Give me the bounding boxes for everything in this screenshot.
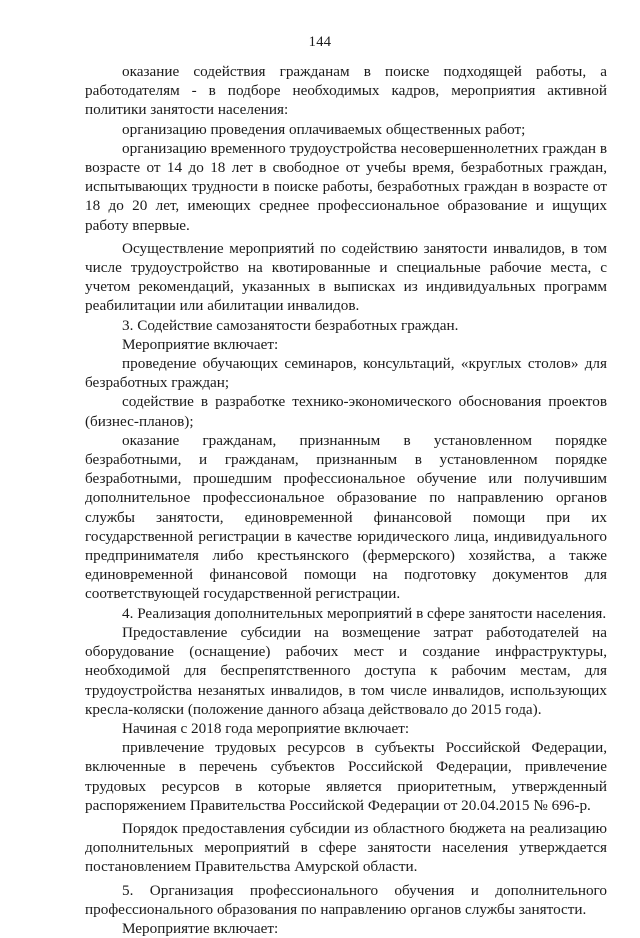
paragraph-paid-public-works: организацию проведения оплачиваемых общественных работ;: [122, 120, 526, 138]
paragraph-disabled-employment: Осуществление мероприятий по содействию занятости инвалидов, в том числе трудоустройство на квотированные и специальные рабочие места, с учетом рекомендаций, указанных в выписках из индивидуальных программ реабилитации или абилитации инвалидов.: [85, 239, 607, 315]
paragraph-employment-assistance: оказание содействия гражданам в поиске подходящей работы, а работодателям - в подборе необходимых кадров, мероприятия активной политики занятости населения:: [85, 63, 607, 119]
paragraph-measure-includes-1: Мероприятие включает:: [122, 335, 279, 353]
paragraph-labor-resources: привлечение трудовых ресурсов в субъекты Российской Федерации, включенные в перечень субъектов Российской Федерации, привлечение трудовых ресурсов в которые является приоритетным, утвержденный распоряжением Правительства Российской Федерации от 20.04.2015 № 696-р.: [85, 739, 607, 814]
heading-professional-training: 5. Организация профессионального обучения и дополнительного профессионального образования по направлению органов службы занятости.: [85, 881, 607, 918]
paragraph-subsidy-procedure: Порядок предоставления субсидии из областного бюджета на реализацию дополнительных мероприятий в сфере занятости населения утверждается постановлением Правительства Амурской области.: [85, 819, 607, 876]
heading-self-employment: 3. Содействие самозанятости безработных граждан.: [122, 316, 459, 334]
paragraph-temporary-employment: организацию временного трудоустройства несовершеннолетних граждан в возрасте от 14 до 18 лет в свободное от учебы время, безработных граждан, испытывающих трудности в поиске работы, безработных граждан в возрасте от 18 до 20 лет, имеющих среднее профессиональное образование и ищущих работу впервые.: [85, 139, 607, 234]
page-number: 144: [308, 34, 332, 50]
paragraph-business-plans: содействие в разработке технико-экономического обоснования проектов (бизнес-планов);: [85, 393, 607, 430]
heading-additional-measures: 4. Реализация дополнительных мероприятий в сфере занятости населения.: [122, 604, 607, 622]
paragraph-seminars: проведение обучающих семинаров, консультаций, «круглых столов» для безработных граждан;: [85, 355, 607, 392]
paragraph-financial-assistance: оказание гражданам, признанным в установленном порядке безработными, и гражданам, признанным в установленном порядке безработными, прошедшим профессиональное обучение или получившим дополнительное профессиональное образование по направлению органов службы занятости, единовременной финансовой помощи при их государственной регистрации в качестве юридического лица, индивидуального предпринимателя либо крестьянского (фермерского) хозяйства, а также единовременной финансовой помощи на подготовку документов для соответствующей государственной регистрации.: [85, 431, 607, 603]
paragraph-since-2018: Начиная с 2018 года мероприятие включает:: [122, 719, 410, 737]
paragraph-subsidy-equipment: Предоставление субсидии на возмещение затрат работодателей на оборудование (оснащение) рабочих мест и создание инфраструктуры, необходимой для беспрепятственного доступа к рабочим местам, для трудоустройства незанятых инвалидов, в том числе инвалидов, использующих кресла-коляски (положение данного абзаца действовало до 2015 года).: [85, 623, 607, 718]
document-body: [85, 62, 607, 938]
paragraph-measure-includes-2: Мероприятие включает:: [122, 919, 279, 937]
